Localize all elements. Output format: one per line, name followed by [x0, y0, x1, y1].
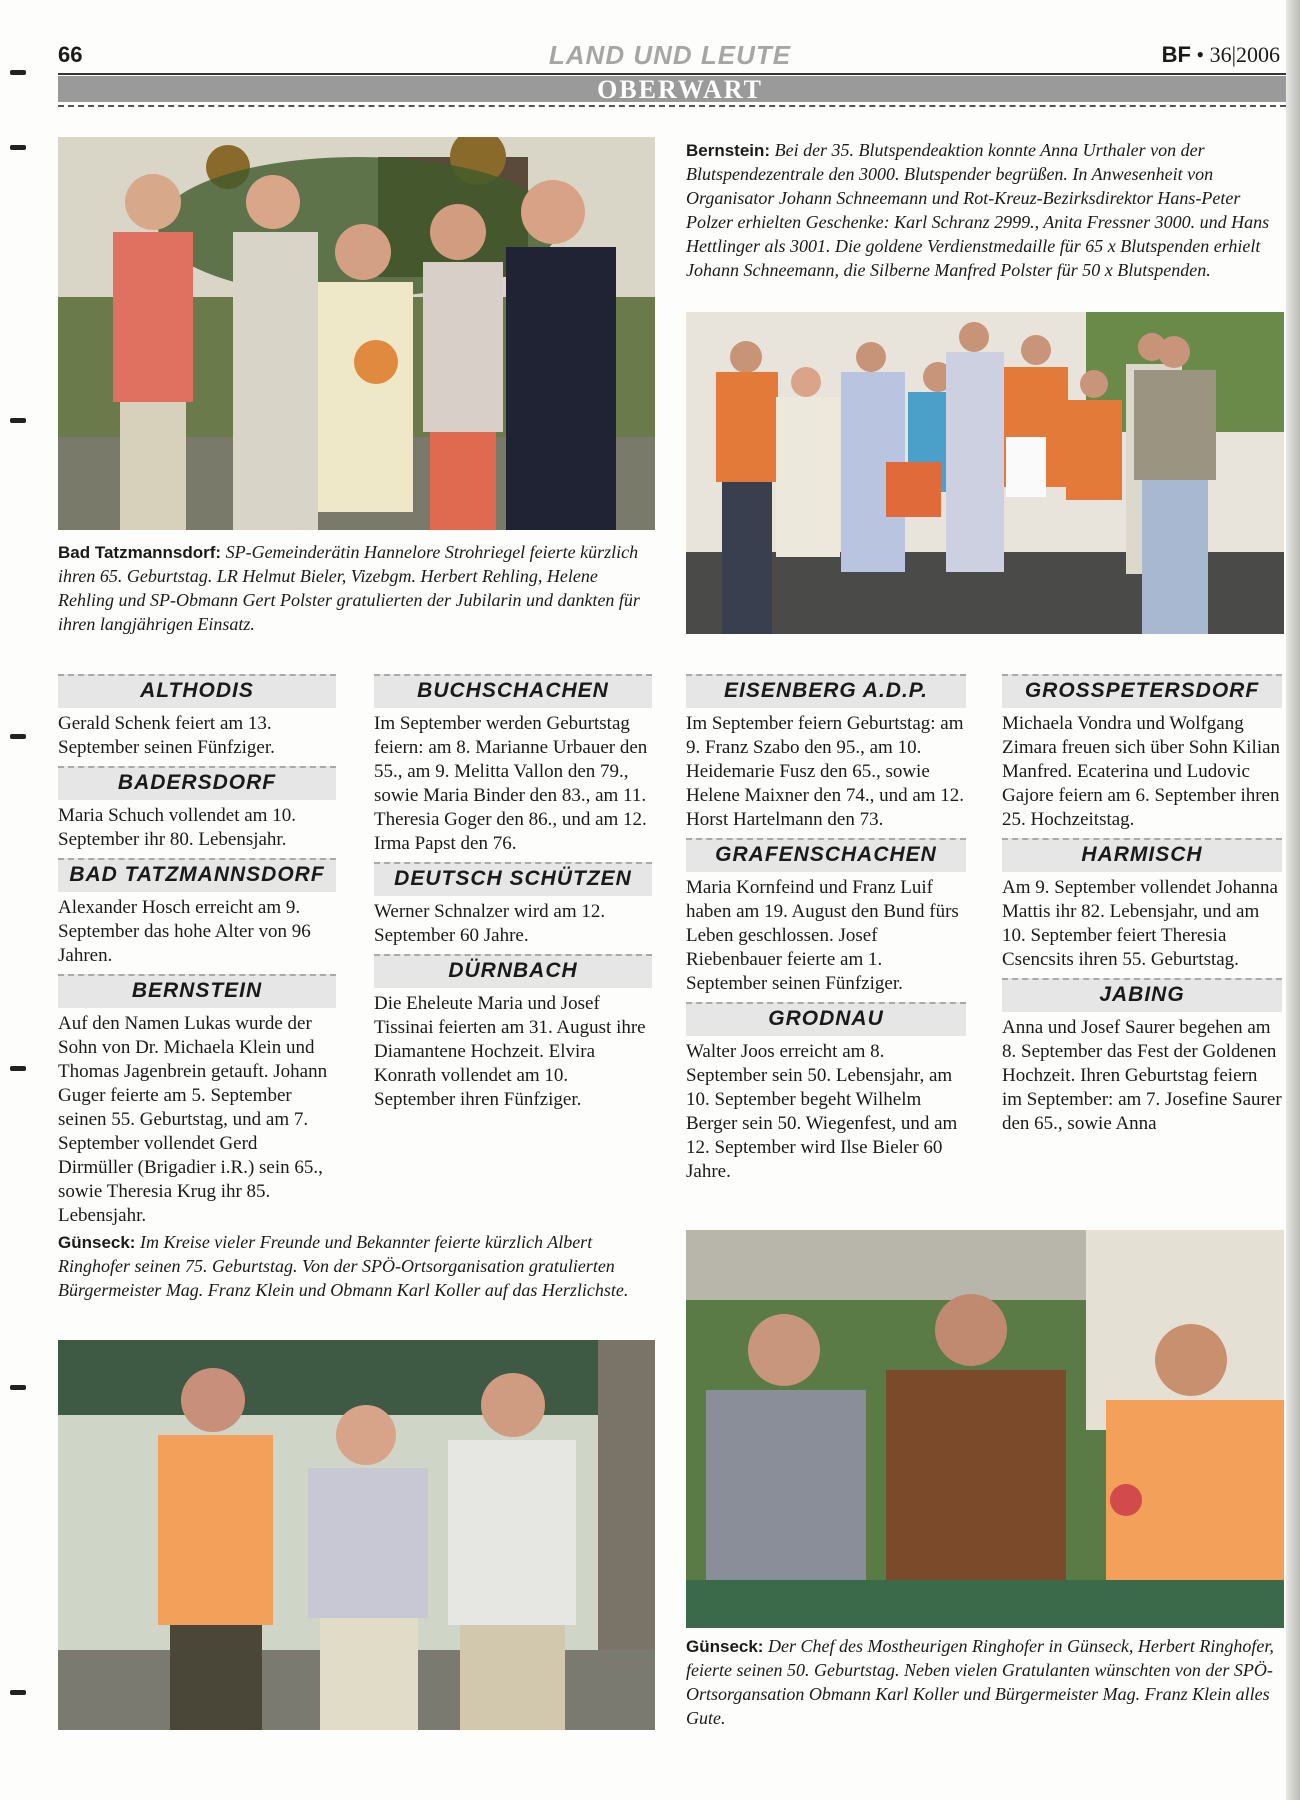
binder-hole-mark: [10, 734, 26, 739]
caption-place: Bernstein:: [686, 141, 771, 160]
issue-number: 36|2006: [1209, 42, 1280, 67]
photo-bernstein-image: [686, 312, 1284, 634]
section-title-eisenberg: EISENBERG A.D.P.: [686, 674, 966, 708]
section-title-harmisch: HARMISCH: [1002, 838, 1282, 872]
section-text-buchschachen: Im September werden Geburtstag feiern: am 8. Marianne Urbauer den 55., am 9. Melitta Vallon den 79., sowie Maria Binder den 83., am 11. Theresia Goger den 86., und am 12. Irma Papst den 76.: [374, 713, 648, 854]
section-text-badersdorf: Maria Schuch vollendet am 10. September ihr 80. Lebensjahr.: [58, 805, 296, 850]
section-text-harmisch: Am 9. September vollendet Johanna Mattis ihr 82. Lebensjahr, und am 10. September feiert Theresia Csencsits ihren 55. Geburtstag.: [1002, 877, 1278, 970]
caption-place: Günseck:: [58, 1233, 136, 1252]
section-text-althodis: Gerald Schenk feiert am 13. September seinen Fünfziger.: [58, 713, 275, 758]
section-text-bernstein: Auf den Namen Lukas wurde der Sohn von Dr. Michaela Klein und Thomas Jagenbrein getauft. Johann Guger feierte am 5. September seinen 55. Geburtstag, und am 7. September vollendet Gerd Dirmüller (Brigadier i.R.) sein 65., sowie Theresia Krug ihr 85. Lebensjahr.: [58, 1013, 328, 1226]
caption-bad-tatzmannsdorf: [58, 540, 648, 636]
section-title-jabing: JABING: [1002, 978, 1282, 1012]
column-1: [58, 668, 336, 1228]
binder-hole-mark: [10, 1066, 26, 1071]
section-text-grafenschachen: Maria Kornfeind und Franz Luif haben am 19. August den Bund fürs Leben geschlossen. Josef Riebenbauer feierte am 1. September seinen Fünfziger.: [686, 877, 959, 994]
issue-info: [1162, 42, 1280, 68]
section-title-grosspetersdorf: GROSSPETERSDORF: [1002, 674, 1282, 708]
caption-guenseck-1: [58, 1230, 648, 1302]
binder-hole-mark: [10, 418, 26, 423]
page-number: 66: [58, 42, 83, 67]
section-text-jabing: Anna und Josef Saurer begehen am 8. September das Fest der Goldenen Hochzeit. Ihren Geburtstag feiern im September: am 7. Josefine Saurer den 65., sowie Anna: [1002, 1017, 1282, 1134]
photo-guenseck-1-image: [58, 1340, 655, 1730]
caption-place: Günseck:: [686, 1637, 764, 1656]
section-title-bad-tatzmannsdorf: BAD TATZMANNSDORF: [58, 858, 336, 892]
section-text-deutsch-schuetzen: Werner Schnalzer wird am 12. September 60 Jahre.: [374, 901, 606, 946]
caption-text: Der Chef des Mostheurigen Ringhofer in Günseck, Herbert Ringhofer, feierte seinen 50. Geburtstag. Neben vielen Gratulanten wünschten von der SPÖ-Ortsorgansation Obmann Karl Koller und Bürgermeister Mag. Franz Klein alles Gute.: [686, 1636, 1274, 1728]
caption-text: Bei der 35. Blutspendeaktion konnte Anna Urthaler von der Blutspendezentrale den 3000. Blutspender begrüßen. In Anwesenheit von Organisator Johann Schneemann und Rot-Kreuz-Bezirksdirektor Hans-Peter Polzer erhielten Geschenke: Karl Schranz 2999., Anita Fressner 3000. und Hans Hettlinger als 3001. Die goldene Verdienstmedaille für 65 x Blutspenden erhielt Johann Schneemann, die Silberne Manfred Polster für 50 x Blutspenden.: [686, 140, 1270, 280]
section-text-duernbach: Die Eheleute Maria und Josef Tissinai feierten am 31. August ihre Diamantene Hochzeit. Elvira Konrath vollendet am 10. September ihren Fünfziger.: [374, 993, 646, 1110]
column-3: [686, 668, 966, 1184]
section-title-deutsch-schuetzen: DEUTSCH SCHÜTZEN: [374, 862, 652, 896]
column-4: [1002, 668, 1282, 1136]
bullet-separator: •: [1196, 42, 1210, 67]
section-title-buchschachen: BUCHSCHACHEN: [374, 674, 652, 708]
section-title-grodnau: GRODNAU: [686, 1002, 966, 1036]
scan-edge-shadow: [1286, 0, 1300, 1800]
section-kicker: LAND UND LEUTE: [548, 40, 792, 70]
caption-place: Bad Tatzmannsdorf:: [58, 543, 222, 562]
section-text-bad-tatzmannsdorf: Alexander Hosch erreicht am 9. September das hohe Alter von 96 Jahren.: [58, 897, 311, 966]
header-dashed-rule: [58, 105, 1286, 107]
section-title-badersdorf: BADERSDORF: [58, 766, 336, 800]
binder-hole-mark: [10, 1385, 26, 1390]
binder-hole-mark: [10, 1690, 26, 1695]
region-title: OBERWART: [597, 75, 763, 104]
caption-text: Im Kreise vieler Freunde und Bekannter feierte kürzlich Albert Ringhofer seinen 75. Geburtstag. Von der SPÖ-Ortsorganisation gratulierten Bürgermeister Mag. Franz Klein und Obmann Karl Koller auf das Herzlichste.: [58, 1232, 629, 1300]
binder-hole-mark: [10, 70, 26, 75]
photo-guenseck-1: [58, 1340, 655, 1730]
caption-guenseck-2: [686, 1634, 1282, 1730]
photo-bad-tatzmannsdorf: [58, 137, 655, 530]
publication-name: BF: [1161, 42, 1191, 67]
section-text-grosspetersdorf: Michaela Vondra und Wolfgang Zimara freuen sich über Sohn Kilian Manfred. Ecaterina und Ludovic Gajore feiern am 6. September ihren 25. Hochzeitstag.: [1002, 713, 1281, 830]
section-title-grafenschachen: GRAFENSCHACHEN: [686, 838, 966, 872]
photo-guenseck-2: [686, 1230, 1284, 1628]
section-title-althodis: ALTHODIS: [58, 674, 336, 708]
section-text-grodnau: Walter Joos erreicht am 8. September sein 50. Lebensjahr, am 10. September begeht Wilhelm Berger sein 50. Wiegenfest, und am 12. September wird Ilse Bieler 60 Jahre.: [686, 1041, 958, 1182]
caption-text: SP-Gemeinderätin Hannelore Strohriegel feierte kürzlich ihren 65. Geburtstag. LR Helmut Bieler, Vizebgm. Herbert Rehling, Helene Rehling und SP-Obmann Gert Polster gratulierten der Jubilarin und dankten für ihren langjährigen Einsatz.: [58, 542, 640, 634]
photo-guenseck-2-image: [686, 1230, 1284, 1628]
binder-hole-mark: [10, 145, 26, 150]
caption-bernstein: [686, 138, 1282, 282]
section-text-eisenberg: Im September feiern Geburtstag: am 9. Franz Szabo den 95., am 10. Heidemarie Fusz den 65., sowie Helene Maixner den 74., und am 12. Horst Hartelmann den 73.: [686, 713, 965, 830]
photo-bad-tatzmannsdorf-image: [58, 137, 655, 530]
section-title-duernbach: DÜRNBACH: [374, 954, 652, 988]
column-2: [374, 668, 652, 1112]
section-title-bernstein: BERNSTEIN: [58, 974, 336, 1008]
photo-bernstein: [686, 312, 1284, 634]
